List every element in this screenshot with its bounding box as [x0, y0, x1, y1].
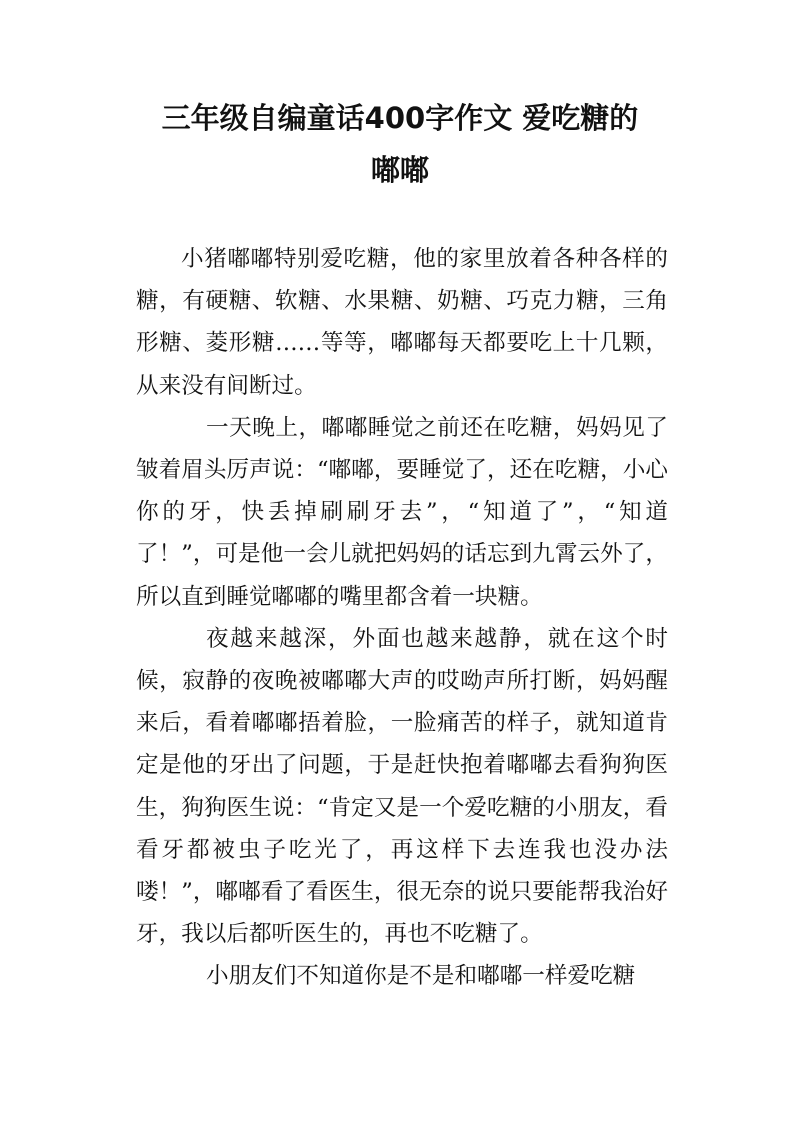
title-line-1: 三年级自编童话400字作文 爱吃糖的 — [161, 101, 639, 135]
title-line-2: 嘟嘟 — [370, 153, 429, 187]
article-body — [136, 238, 668, 998]
paragraph-4: 小朋友们不知道你是不是和嘟嘟一样爱吃糖 — [206, 963, 636, 990]
paragraph-2: 一天晚上，嘟嘟睡觉之前还在吃糖，妈妈见了皱着眉头厉声说：“嘟嘟，要睡觉了，还在吃糖，小心你的牙，快丢掉刷刷牙去”，“知道了”，“知道了！”，可是他一会儿就把妈妈的话忘到九霄云外了，所以直到睡觉嘟嘟的嘴里都含着一块糖。 — [136, 414, 668, 610]
paragraph-1: 小猪嘟嘟特别爱吃糖，他的家里放着各种各样的糖，有硬糖、软糖、水果糖、奶糖、巧克力糖，三角形糖、菱形糖……等等，嘟嘟每天都要吃上十几颗，从来没有间断过。 — [136, 246, 668, 399]
paragraph-3: 夜越来越深，外面也越来越静，就在这个时候，寂静的夜晚被嘟嘟大声的哎呦声所打断，妈妈醒来后，看着嘟嘟捂着脸，一脸痛苦的样子，就知道肯定是他的牙出了问题，于是赶快抱着嘟嘟去看狗狗医生，狗狗医生说：“肯定又是一个爱吃糖的小朋友，看看牙都被虫子吃光了，再这样下去连我也没办法喽！”，嘟嘟看了看医生，很无奈的说只要能帮我治好牙，我以后都听医生的，再也不吃糖了。 — [136, 625, 668, 948]
page-title — [100, 92, 700, 196]
